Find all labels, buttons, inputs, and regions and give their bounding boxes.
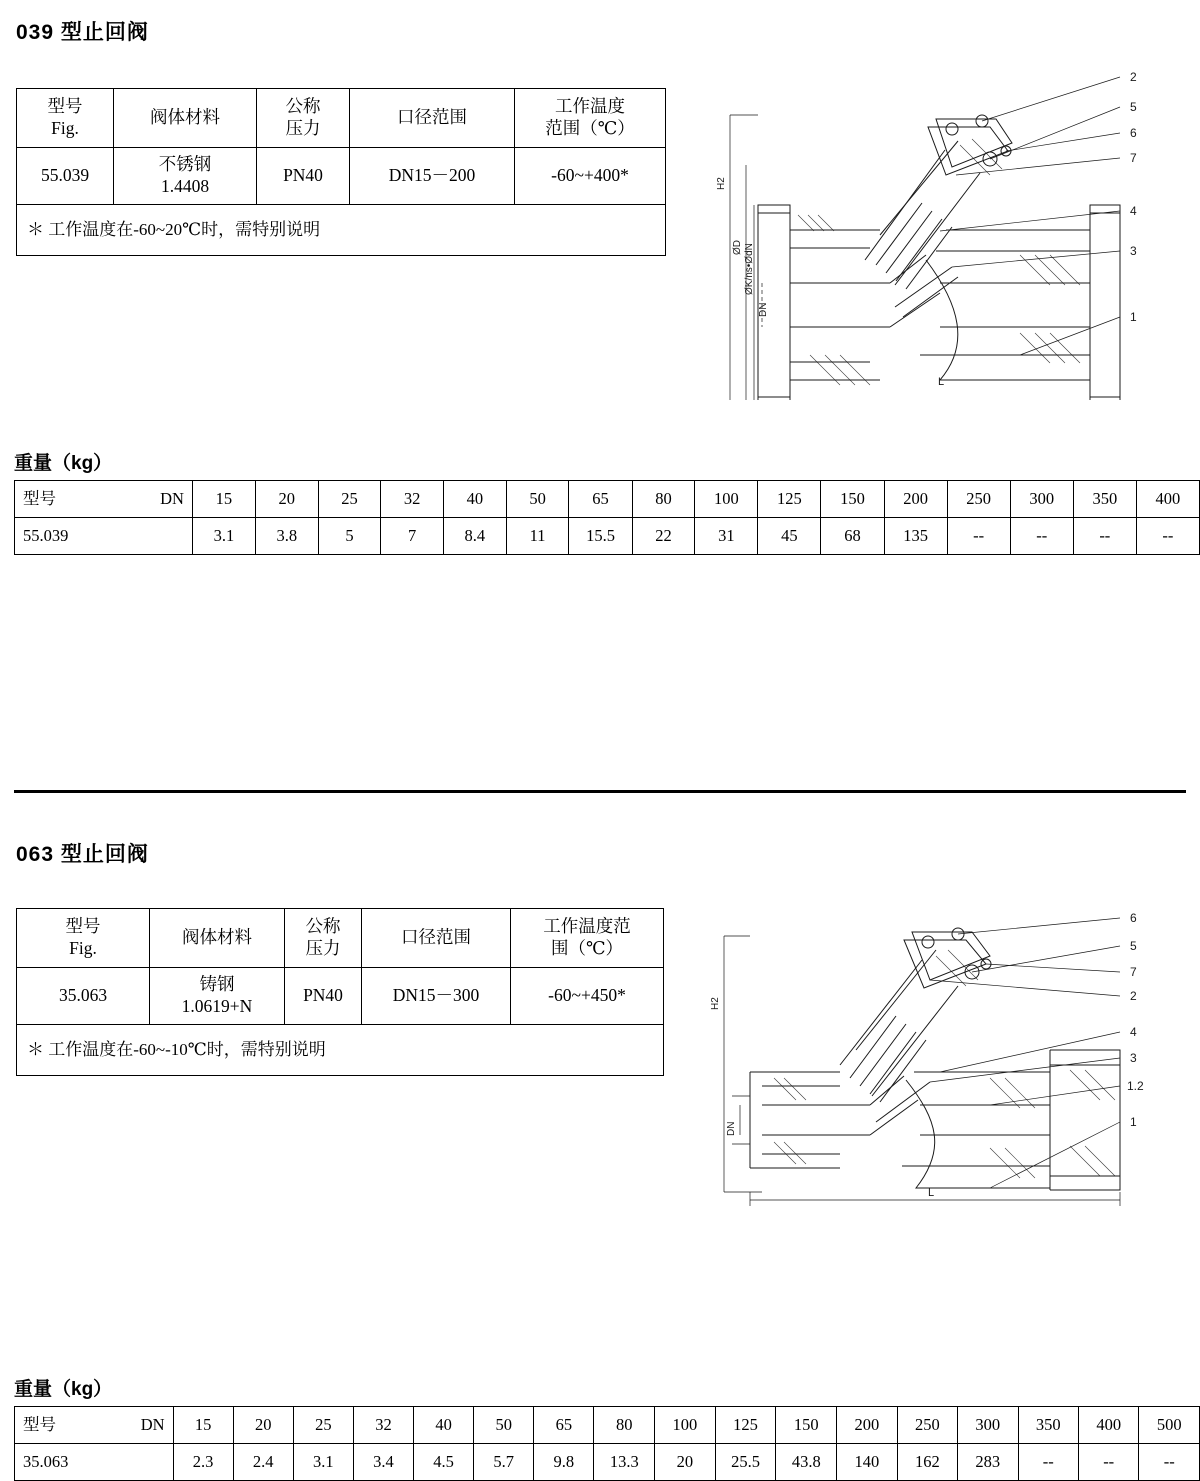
spec-note-039: ＊ 工作温度在-60~20℃时，需特别说明 [17, 205, 666, 256]
spec-value-temp-range: -60~+400* [515, 148, 666, 205]
weight-header-dn: 80 [594, 1407, 655, 1444]
weight-header-dn: 250 [897, 1407, 957, 1444]
dim-H2: H2 [716, 177, 727, 190]
dim-DN: DN [758, 302, 769, 317]
weight-header-dn: 40 [443, 481, 506, 518]
spec-header-temp-range: 工作温度 范围（℃） [515, 89, 666, 148]
weight-header-dn: 25 [318, 481, 381, 518]
weight-value: 13.3 [594, 1444, 655, 1481]
weight-header-dn: 65 [534, 1407, 594, 1444]
weight-header-dn: 32 [353, 1407, 413, 1444]
weight-title-039: 重量（kg） [14, 453, 113, 474]
weight-value: 45 [758, 518, 821, 555]
weight-value: -- [1136, 518, 1199, 555]
weight-value: 162 [897, 1444, 957, 1481]
table-row [15, 518, 1200, 555]
weight-value: 135 [884, 518, 947, 555]
spec-table-039 [16, 88, 666, 256]
callout-3: 3 [1130, 244, 1137, 258]
weight-header-dn: 200 [837, 1407, 897, 1444]
weight-header-dn: 25 [293, 1407, 353, 1444]
weight-header-label: 型号 DN [15, 1407, 174, 1444]
section-title-039: 039 型止回阀 [16, 21, 149, 44]
callout-1: 1 [1130, 310, 1137, 324]
weight-value: 3.8 [255, 518, 318, 555]
weight-header-dn: 20 [255, 481, 318, 518]
section-divider [14, 790, 1186, 793]
spec-note-063: ＊ 工作温度在-60~-10℃时，需特别说明 [17, 1025, 664, 1076]
callout-6: 6 [1130, 126, 1137, 140]
weight-value: 3.1 [192, 518, 255, 555]
table-row [17, 148, 666, 205]
weight-value: 22 [632, 518, 695, 555]
weight-title-063: 重量（kg） [14, 1379, 113, 1400]
spec-value-size-range: DN15－300 [362, 968, 511, 1025]
callout-3: 3 [1130, 1051, 1137, 1065]
weight-header-dn: 500 [1139, 1407, 1200, 1444]
weight-value: 8.4 [443, 518, 506, 555]
weight-model: 35.063 [15, 1444, 174, 1481]
table-row [15, 1444, 1200, 1481]
weight-header-dn: 80 [632, 481, 695, 518]
weight-header-dn: 15 [173, 1407, 233, 1444]
table-row [15, 1407, 1200, 1444]
weight-header-label: 型号 DN [15, 481, 193, 518]
spec-header-model: 型号 Fig. [17, 909, 150, 968]
weight-value: 4.5 [414, 1444, 474, 1481]
weight-header-dn: 50 [474, 1407, 534, 1444]
table-row [17, 89, 666, 148]
weight-header-dn: 40 [414, 1407, 474, 1444]
callout-1-2: 1.2 [1127, 1079, 1144, 1093]
weight-value: 7 [381, 518, 444, 555]
spec-header-material: 阀体材料 [114, 89, 257, 148]
weight-header-dn: 150 [776, 1407, 837, 1444]
spec-value-temp-range: -60~+450* [511, 968, 664, 1025]
weight-value: 5.7 [474, 1444, 534, 1481]
spec-value-pressure: PN40 [285, 968, 362, 1025]
weight-header-dn: 400 [1078, 1407, 1138, 1444]
weight-table-039-wrap [14, 480, 1200, 555]
table-row [17, 909, 664, 968]
valve-drawing-039-svg [690, 55, 1180, 400]
weight-header-dn: 65 [569, 481, 632, 518]
callout-2: 2 [1130, 70, 1137, 84]
weight-value: 283 [958, 1444, 1018, 1481]
weight-table-063-wrap [14, 1406, 1200, 1481]
weight-value: 2.3 [173, 1444, 233, 1481]
spec-value-model: 55.039 [17, 148, 114, 205]
weight-header-dn: 100 [695, 481, 758, 518]
dim-H2: H2 [710, 997, 721, 1010]
weight-header-dn: 20 [233, 1407, 293, 1444]
spec-header-size-range: 口径范围 [350, 89, 515, 148]
spec-table-039-wrap [16, 88, 666, 256]
weight-model: 55.039 [15, 518, 193, 555]
weight-value: 9.8 [534, 1444, 594, 1481]
spec-header-size-range: 口径范围 [362, 909, 511, 968]
valve-drawing-063 [690, 900, 1180, 1220]
weight-value: 31 [695, 518, 758, 555]
table-row [17, 968, 664, 1025]
spec-value-size-range: DN15－200 [350, 148, 515, 205]
weight-header-dn: 200 [884, 481, 947, 518]
weight-value: 140 [837, 1444, 897, 1481]
weight-header-dn: 32 [381, 481, 444, 518]
table-row [17, 205, 666, 256]
dim-OD: ØD [732, 240, 743, 255]
weight-table-063 [14, 1406, 1200, 1481]
table-row [15, 481, 1200, 518]
spec-value-pressure: PN40 [257, 148, 350, 205]
spec-value-material: 不锈钢 1.4408 [114, 148, 257, 205]
spec-table-063-wrap [16, 908, 664, 1076]
weight-value: 43.8 [776, 1444, 837, 1481]
section-title-063: 063 型止回阀 [16, 843, 149, 866]
weight-value: -- [1010, 518, 1073, 555]
weight-header-dn: 350 [1018, 1407, 1078, 1444]
dim-L: L [928, 1187, 935, 1199]
weight-value: 5 [318, 518, 381, 555]
weight-value: -- [947, 518, 1010, 555]
callout-2: 2 [1130, 989, 1137, 1003]
weight-value: 3.1 [293, 1444, 353, 1481]
weight-value: 2.4 [233, 1444, 293, 1481]
callout-4: 4 [1130, 204, 1137, 218]
valve-drawing-063-svg [690, 900, 1180, 1220]
weight-value: -- [1139, 1444, 1200, 1481]
valve-drawing-039 [690, 55, 1180, 400]
weight-table-039 [14, 480, 1200, 555]
callout-1: 1 [1130, 1115, 1137, 1129]
weight-value: -- [1078, 1444, 1138, 1481]
dim-L: L [938, 376, 945, 388]
weight-header-dn: 125 [715, 1407, 776, 1444]
weight-value: -- [1073, 518, 1136, 555]
weight-header-dn: 50 [506, 481, 569, 518]
callout-5: 5 [1130, 100, 1137, 114]
weight-header-dn: 100 [655, 1407, 715, 1444]
weight-value: 3.4 [353, 1444, 413, 1481]
spec-header-temp-range: 工作温度范 围（℃） [511, 909, 664, 968]
weight-header-dn: 15 [192, 481, 255, 518]
weight-header-dn: 300 [958, 1407, 1018, 1444]
spec-header-pressure: 公称 压力 [285, 909, 362, 968]
weight-value: 20 [655, 1444, 715, 1481]
weight-header-dn: 150 [821, 481, 884, 518]
weight-header-dn: 300 [1010, 481, 1073, 518]
dim-OK-OdN: ØK/ns•ØdN [744, 243, 755, 295]
spec-value-material: 铸钢 1.0619+N [150, 968, 285, 1025]
callout-7: 7 [1130, 965, 1137, 979]
spec-header-material: 阀体材料 [150, 909, 285, 968]
spec-value-model: 35.063 [17, 968, 150, 1025]
callout-4: 4 [1130, 1025, 1137, 1039]
spec-table-063 [16, 908, 664, 1076]
weight-value: 25.5 [715, 1444, 776, 1481]
spec-header-pressure: 公称 压力 [257, 89, 350, 148]
weight-header-dn: 250 [947, 481, 1010, 518]
weight-value: 15.5 [569, 518, 632, 555]
weight-header-dn: 350 [1073, 481, 1136, 518]
dim-DN: DN [726, 1121, 737, 1136]
weight-header-dn: 400 [1136, 481, 1199, 518]
weight-value: 11 [506, 518, 569, 555]
weight-value: -- [1018, 1444, 1078, 1481]
callout-5: 5 [1130, 939, 1137, 953]
callout-7: 7 [1130, 151, 1137, 165]
table-row [17, 1025, 664, 1076]
weight-value: 68 [821, 518, 884, 555]
weight-header-dn: 125 [758, 481, 821, 518]
callout-6: 6 [1130, 911, 1137, 925]
spec-header-model: 型号 Fig. [17, 89, 114, 148]
